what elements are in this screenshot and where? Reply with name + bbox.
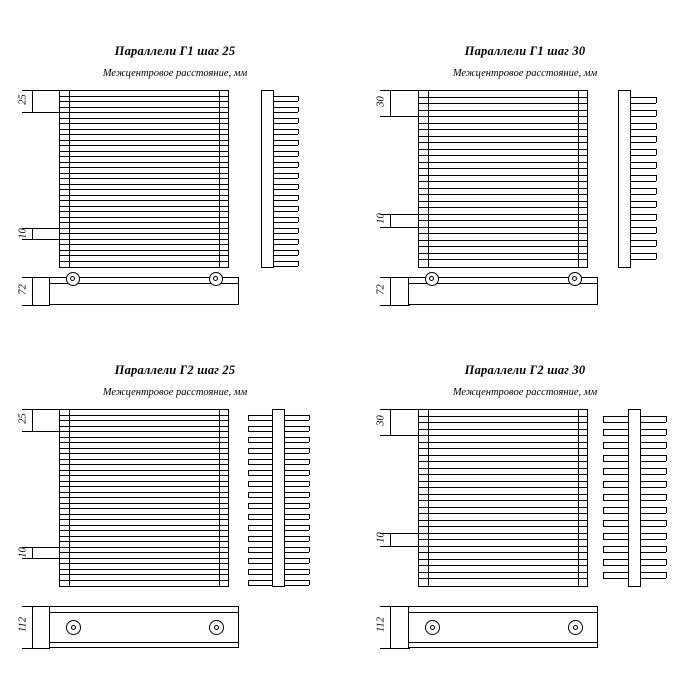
panel-g1-step-30	[350, 0, 700, 350]
dim-value-lower-pitch: 10	[17, 547, 29, 558]
side-view-body	[272, 409, 285, 587]
connector-right	[568, 272, 582, 286]
dim-ext-bottom-bot	[22, 648, 50, 649]
bottom-view-inner-line-bottom	[49, 642, 239, 643]
panel-subtitle: Межцентровое расстояние, мм	[452, 387, 598, 398]
side-view-body	[628, 409, 641, 587]
dim-ext-line-mid2	[380, 227, 422, 228]
dim-ext-bottom-bot	[380, 305, 410, 306]
dim-ext-bottom-bot	[22, 305, 50, 306]
dim-value-lower-pitch: 10	[375, 532, 387, 543]
dim-ext-bottom-top	[380, 606, 410, 607]
front-view-inner-right	[219, 90, 220, 268]
side-view-body	[261, 90, 274, 268]
front-view-inner-left	[69, 409, 70, 587]
dim-ext-line-top2	[22, 431, 62, 432]
dim-value-manifold-depth: 112	[17, 617, 29, 632]
front-view-inner-right	[219, 409, 220, 587]
dim-line-top	[32, 90, 33, 112]
bottom-view-inner-line-bottom	[408, 642, 598, 643]
dim-ext-line-top	[22, 90, 62, 91]
connector-right	[209, 620, 224, 635]
dim-line-mid	[32, 228, 33, 239]
dim-value-lower-pitch: 10	[375, 213, 387, 224]
dim-value-manifold-depth: 112	[375, 617, 387, 632]
dim-value-top-pitch: 30	[375, 415, 387, 426]
dim-line-top	[32, 409, 33, 431]
panel-g1-step-25	[0, 0, 350, 350]
dim-line-bottom	[390, 277, 391, 305]
dim-ext-line-top	[22, 409, 62, 410]
dim-value-lower-pitch: 10	[17, 228, 29, 239]
dim-value-top-pitch: 25	[17, 413, 29, 424]
panel-title: Параллели Г1 шаг 30	[464, 44, 586, 58]
connector-right	[568, 620, 583, 635]
panel-subtitle: Межцентровое расстояние, мм	[452, 68, 598, 79]
bottom-view-inner-line-top	[408, 612, 598, 613]
dim-ext-bottom-top	[22, 277, 50, 278]
dim-ext-line-top	[380, 90, 422, 91]
side-view-body	[618, 90, 631, 268]
dim-ext-line-mid2	[380, 546, 422, 547]
dim-line-bottom	[32, 277, 33, 305]
front-view-frame	[59, 90, 229, 268]
panel-title: Параллели Г2 шаг 25	[114, 363, 236, 377]
dim-line-top	[390, 90, 391, 116]
connector-left	[66, 620, 81, 635]
dim-ext-line-top2	[22, 112, 62, 113]
connector-left	[425, 272, 439, 286]
dim-value-top-pitch: 25	[17, 94, 29, 105]
dim-line-mid	[32, 547, 33, 558]
front-view-frame	[59, 409, 229, 587]
connector-left	[425, 620, 440, 635]
dim-ext-line-top2	[380, 116, 422, 117]
panel-g2-step-30	[350, 350, 700, 700]
dim-ext-bottom-top	[22, 606, 50, 607]
front-view-inner-left	[69, 90, 70, 268]
dim-value-manifold-depth: 72	[17, 284, 29, 295]
bottom-view-inner-line-top	[49, 612, 239, 613]
dim-ext-bottom-top	[380, 277, 410, 278]
connector-right	[209, 272, 223, 286]
panel-title: Параллели Г1 шаг 25	[114, 44, 236, 58]
dim-value-manifold-depth: 72	[375, 284, 387, 295]
panel-title: Параллели Г2 шаг 30	[464, 363, 586, 377]
dim-line-top	[390, 409, 391, 435]
dim-ext-bottom-bot	[380, 648, 410, 649]
dim-line-mid	[390, 214, 391, 227]
panel-subtitle: Межцентровое расстояние, мм	[102, 68, 248, 79]
dim-value-top-pitch: 30	[375, 96, 387, 107]
dim-line-mid	[390, 533, 391, 546]
connector-left	[66, 272, 80, 286]
dim-line-bottom	[390, 606, 391, 648]
dim-ext-line-top2	[380, 435, 422, 436]
panel-subtitle: Межцентровое расстояние, мм	[102, 387, 248, 398]
panel-g2-step-25	[0, 350, 350, 700]
dim-line-bottom	[32, 606, 33, 648]
dim-ext-line-top	[380, 409, 422, 410]
